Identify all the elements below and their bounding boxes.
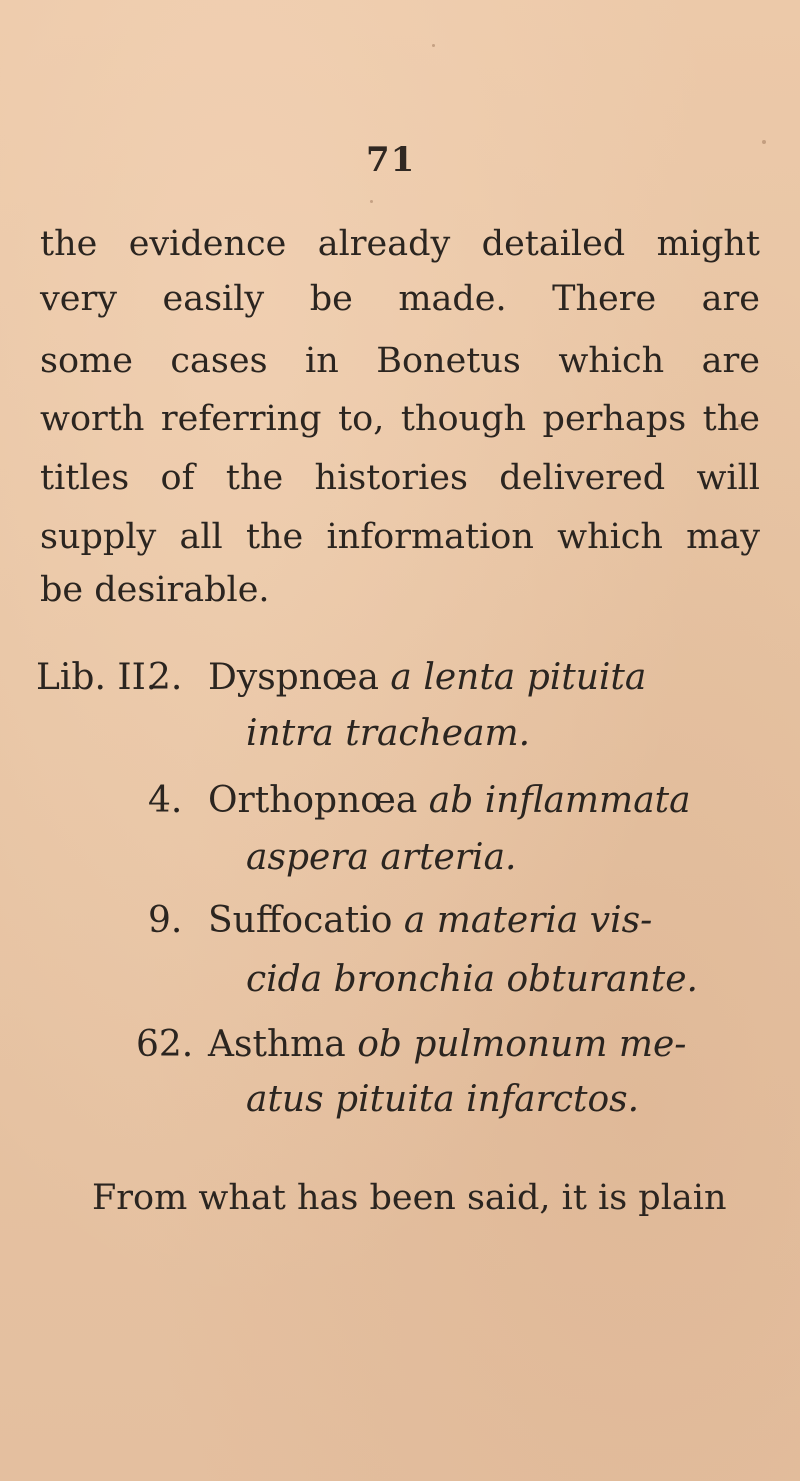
entry-first-line (208, 1025, 686, 1065)
entry-number: 4. (148, 780, 183, 821)
entry-description: a lenta pituita (390, 657, 647, 698)
entry-heading: Orthopnœa (208, 780, 418, 821)
entry-number: 2. (148, 657, 183, 698)
entry-description: ob pulmonum me- (357, 1024, 687, 1065)
entry-first-line (208, 658, 646, 698)
entry-second-line: atus pituita infarctos. (246, 1079, 640, 1120)
paragraph-line: titles of the histories delivered will (40, 458, 760, 498)
paragraph-line: some cases in Bonetus which are (40, 341, 760, 381)
page-number: 71 (366, 140, 416, 180)
paragraph-line: supply all the information which may (40, 517, 760, 557)
entry-first-line (208, 901, 652, 941)
entry-second-line: aspera arteria. (246, 837, 517, 878)
entry-first-line (208, 781, 691, 821)
paper-speck (432, 44, 435, 47)
paragraph-line: the evidence already detailed might (40, 224, 760, 264)
entry-second-line: cida bronchia obturante. (246, 959, 698, 1000)
paper-speck (370, 200, 373, 203)
entry-number: 9. (148, 900, 183, 941)
paragraph-line: be desirable. (40, 570, 270, 610)
entry-number: 62. (136, 1024, 194, 1065)
entry-heading: Dyspnœa (208, 657, 379, 698)
book-reference: Lib. II. (36, 657, 158, 698)
paper-speck (762, 140, 766, 144)
entry-description: ab inflammata (428, 780, 691, 821)
entry-heading: Asthma (208, 1024, 346, 1065)
paragraph-line: worth referring to, though perhaps the (40, 399, 760, 439)
paragraph-line: From what has been said, it is plain (92, 1178, 727, 1218)
entry-description: a materia vis- (403, 900, 653, 941)
entry-heading: Suffocatio (208, 900, 393, 941)
paragraph-line: very easily be made. There are (40, 279, 760, 319)
entry-second-line: intra tracheam. (246, 713, 531, 754)
